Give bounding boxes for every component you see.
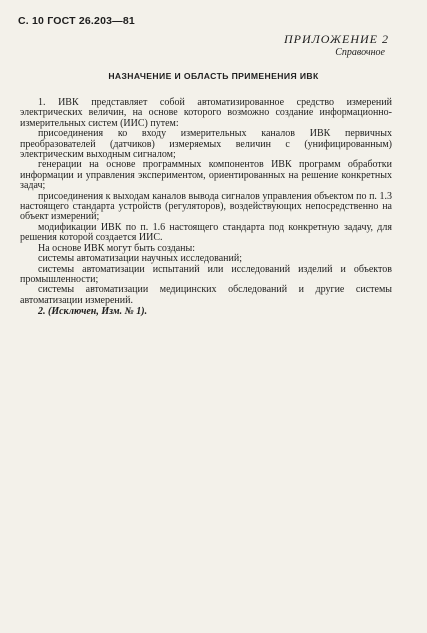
paragraph-7: системы автоматизации научных исследований; — [38, 253, 243, 265]
paragraph-5: модификации ИВК по п. 1.6 настоящего стандарта под конкретную задачу, для решения которой создается ИИС. — [20, 221, 392, 244]
paragraph-9: системы автоматизации медицинских обследований и другие системы автоматизации измерений. — [20, 284, 392, 306]
paragraph-8: системы автоматизации испытаний или исследований изделий и объектов промышленности; — [20, 263, 392, 285]
paragraph-4: присоединения к выходам каналов вывода сигналов управления объектом по п. 1.3 настоящего стандарта устройств (регуляторов), воздействующих непосредственно на объект измерений; — [20, 190, 392, 223]
section-title: НАЗНАЧЕНИЕ И ОБЛАСТЬ ПРИМЕНЕНИЯ ИВК — [108, 71, 319, 81]
appendix-title: ПРИЛОЖЕНИЕ 2 — [284, 32, 389, 46]
paragraph-6: На основе ИВК могут быть созданы: — [38, 242, 195, 254]
appendix-subtitle: Справочное — [335, 47, 385, 58]
appendix-block — [284, 32, 389, 60]
paragraph-3: генерации на основе программных компонентов ИВК программ обработки информации и управления экспериментом, ориентированных на решение конкретных задач; — [20, 159, 392, 192]
paragraph-1: 1. ИВК представляет собой автоматизированное средство измерений электрических величин, на основе которого возможно создание информационно-измерительных систем (ИИС) путем: — [20, 97, 392, 129]
body-text — [20, 98, 392, 318]
page-header: С. 10 ГОСТ 26.203—81 — [18, 15, 135, 27]
final-note: 2. (Исключен, Изм. № 1). — [38, 306, 148, 318]
paragraph-2: присоединения ко входу измерительных каналов ИВК первичных преобразователей (датчиков) измеряемых величин с (унифицированным) электрическим выходным сигналом; — [20, 128, 392, 161]
